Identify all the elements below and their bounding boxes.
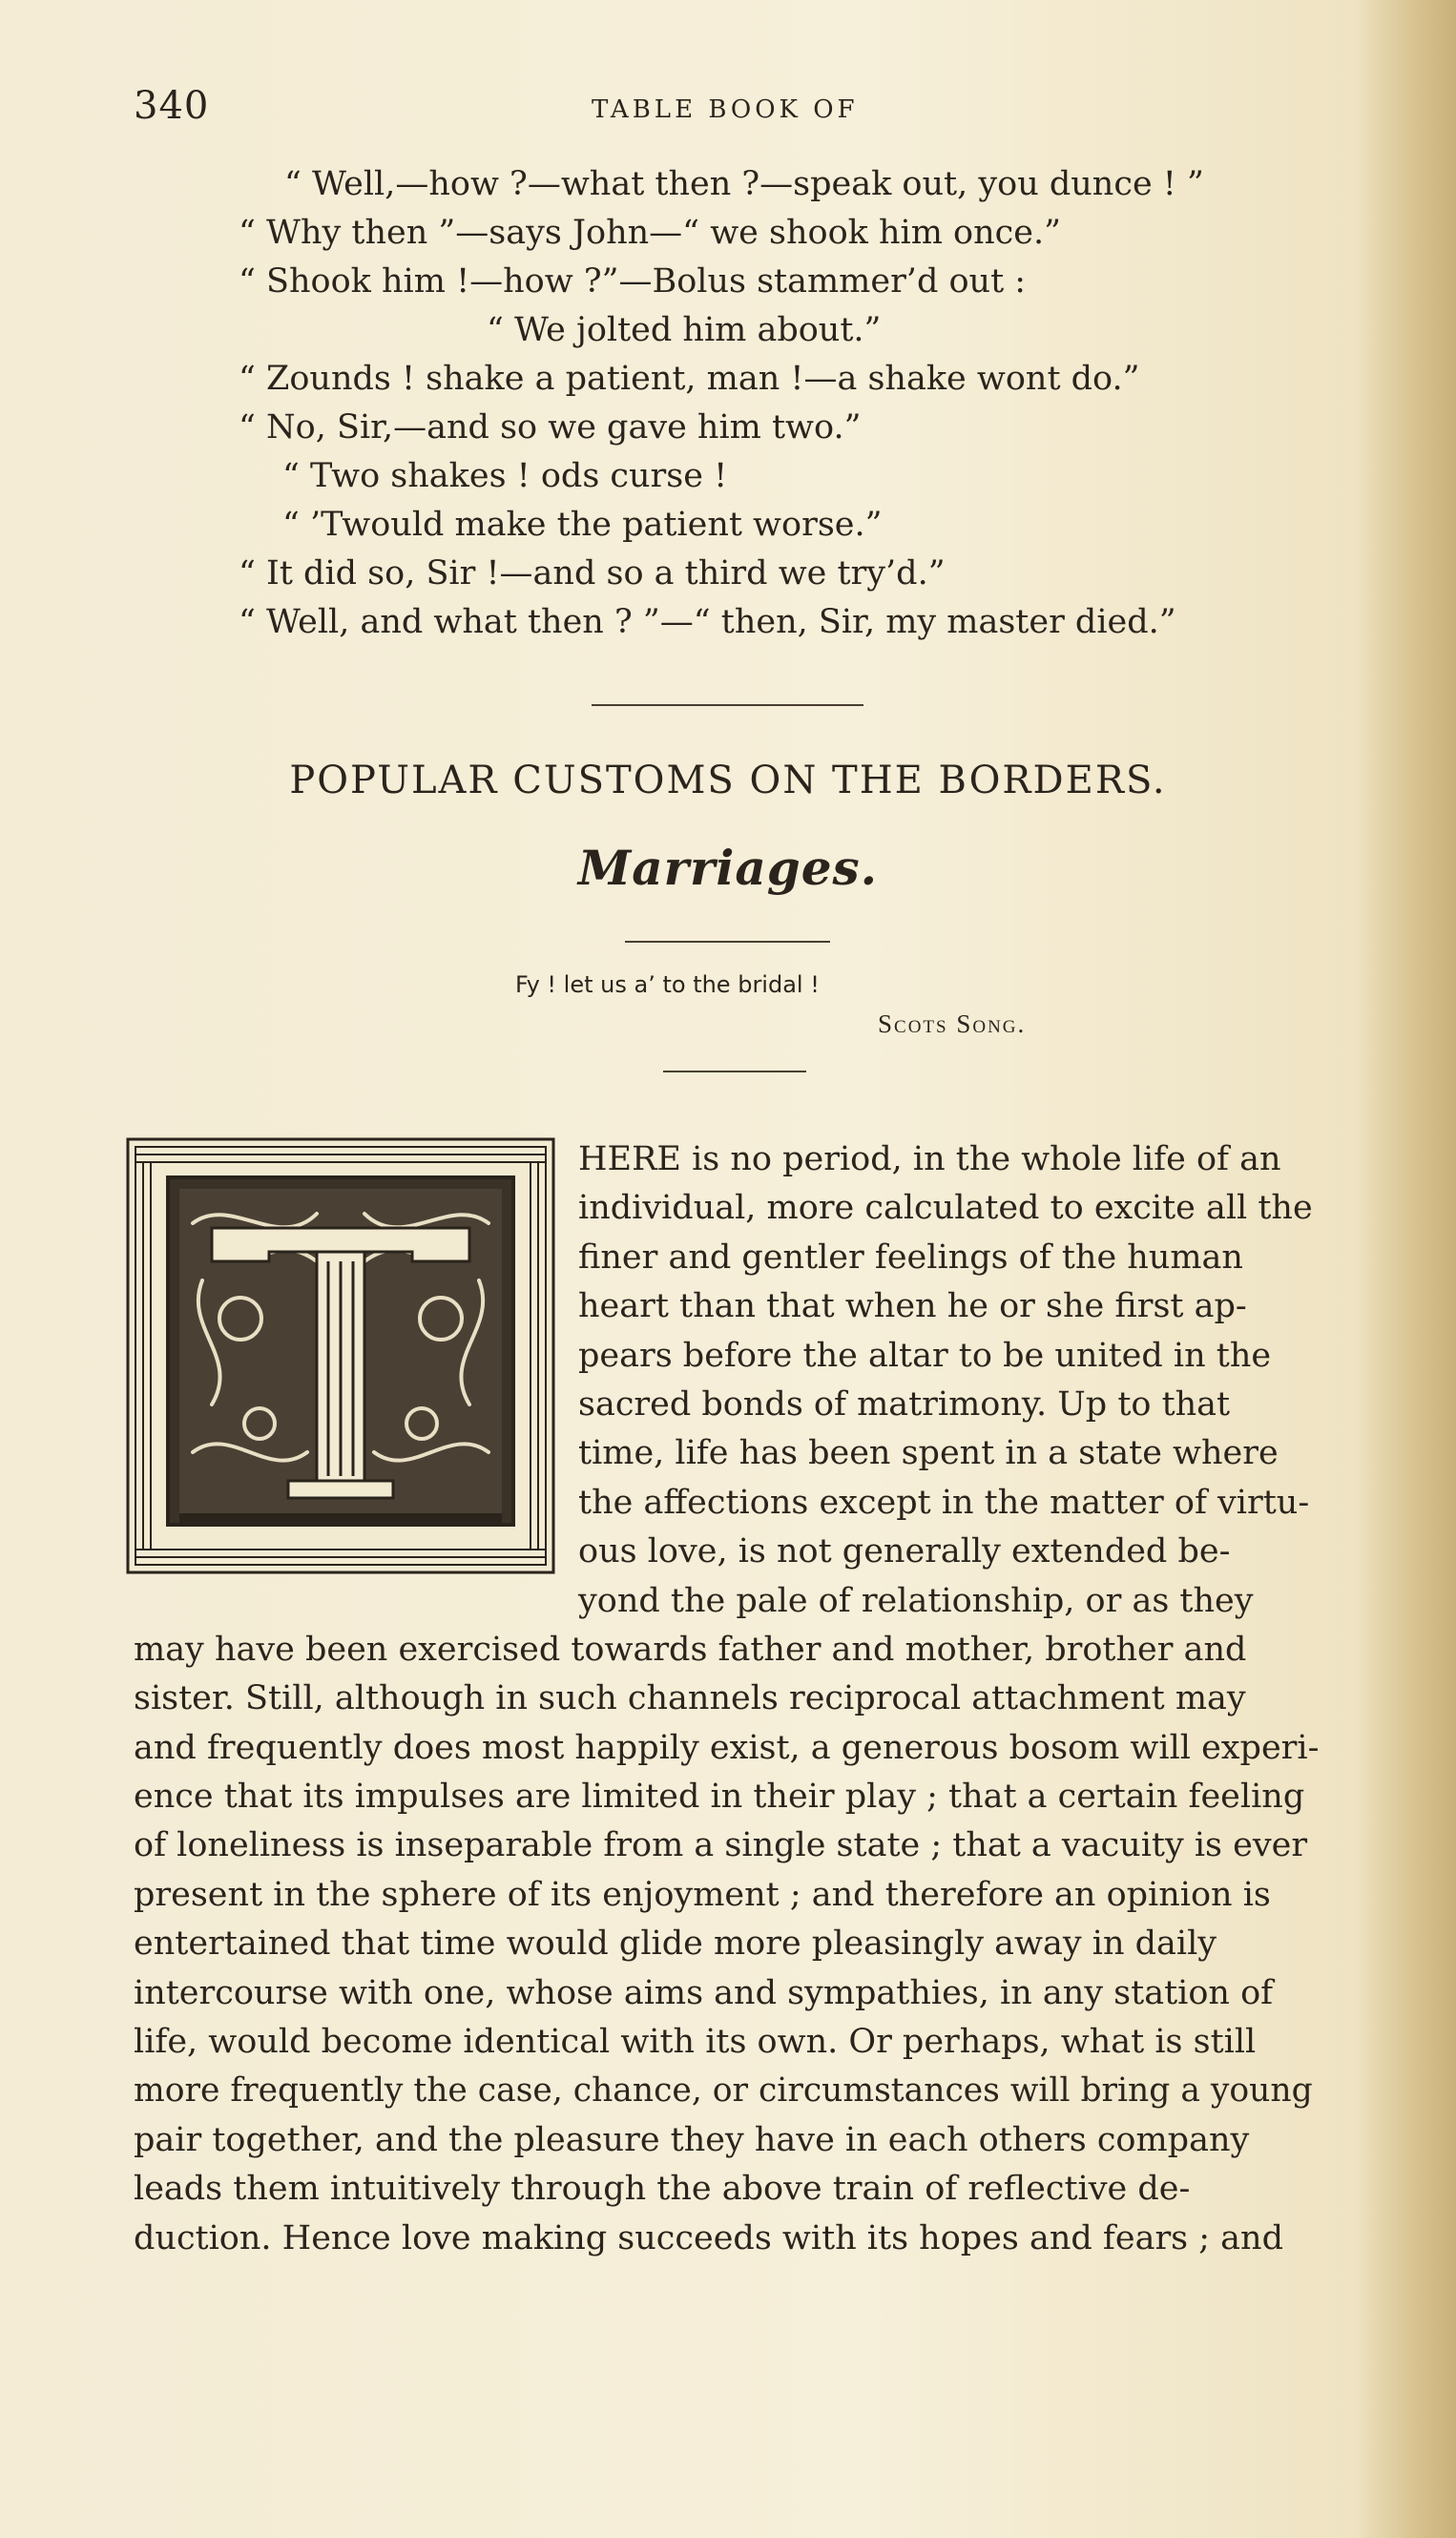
body-line: yond the pale of relationship, or as they [578,1581,1254,1620]
body-line: time, life has been spent in a state where [578,1434,1279,1473]
epigraph-text: Fy ! let us a’ to the bridal ! [515,971,820,998]
epigraph-divider-bottom [663,1071,806,1072]
body-line: pair together, and the pleasure they have in each others company [134,2120,1250,2159]
poem-line: “ ’Twould make the patient worse.” [282,506,883,544]
poem [239,160,1288,647]
poem-line: “ Why then ”—says John—“ we shook him once.” [239,214,1061,252]
body-text [134,1135,1328,2263]
body-line: sacred bonds of matrimony. Up to that [578,1384,1231,1424]
body-line: life, would become identical with its own. Or perhaps, what is still [134,2023,1257,2062]
body-line: heart than that when he or she first ap- [578,1287,1247,1326]
poem-line: “ It did so, Sir !—and so a third we try’d.” [239,554,946,593]
running-head: TABLE BOOK OF [592,95,859,124]
epigraph-divider-top [625,941,830,943]
page-header [134,84,1336,132]
poem-line: “ We jolted him about.” [487,311,882,349]
section-title: POPULAR CUSTOMS ON THE BORDERS. [289,759,1167,802]
body-line: and frequently does most happily exist, a generous bosom will experi- [134,1728,1320,1767]
body-line: finer and gentler feelings of the human [578,1238,1243,1277]
page-number: 340 [134,84,210,128]
body-line: HERE is no period, in the whole life of an [578,1140,1281,1178]
body-line: leads them intuitively through the above train of reflective de- [134,2170,1191,2209]
body-line: pears before the altar to be united in the [578,1336,1272,1375]
body-line: duction. Hence love making succeeds with its hopes and fears ; and [134,2218,1283,2257]
body-line: sister. Still, although in such channels reciprocal attachment may [134,1679,1246,1718]
body-line: may have been exercised towards father and mother, brother and [134,1630,1247,1669]
body-line: ous love, is not generally extended be- [578,1532,1231,1571]
body-line: present in the sphere of its enjoyment ; and therefore an opinion is [134,1875,1271,1914]
section-divider-top [592,704,863,706]
poem-line: “ Two shakes ! ods curse ! [282,457,728,495]
body-line: of loneliness is inseparable from a single state ; that a vacuity is ever [134,1826,1308,1865]
body-line: the affections except in the matter of virtu- [578,1483,1310,1522]
poem-line: “ Well,—how ?—what then ?—speak out, you dunce ! ” [284,165,1204,203]
poem-line: “ Shook him !—how ?”—Bolus stammer’d out : [239,262,1027,301]
body-line: entertained that time would glide more pleasingly away in daily [134,1924,1217,1964]
body-line: individual, more calculated to excite all the [578,1189,1313,1228]
section-subtitle: Marriages. [577,840,879,896]
poem-line: “ No, Sir,—and so we gave him two.” [239,408,862,447]
poem-line: “ Well, and what then ? ”—“ then, Sir, my master died.” [239,603,1176,641]
epigraph-source: Scots Song. [878,1009,1027,1038]
body-line: more frequently the case, chance, or circumstances will bring a young [134,2071,1313,2111]
body-line: ence that its impulses are limited in their play ; that a certain feeling [134,1778,1305,1817]
body-line: intercourse with one, whose aims and sympathies, in any station of [134,1973,1274,2012]
poem-line: “ Zounds ! shake a patient, man !—a shake wont do.” [239,360,1140,398]
